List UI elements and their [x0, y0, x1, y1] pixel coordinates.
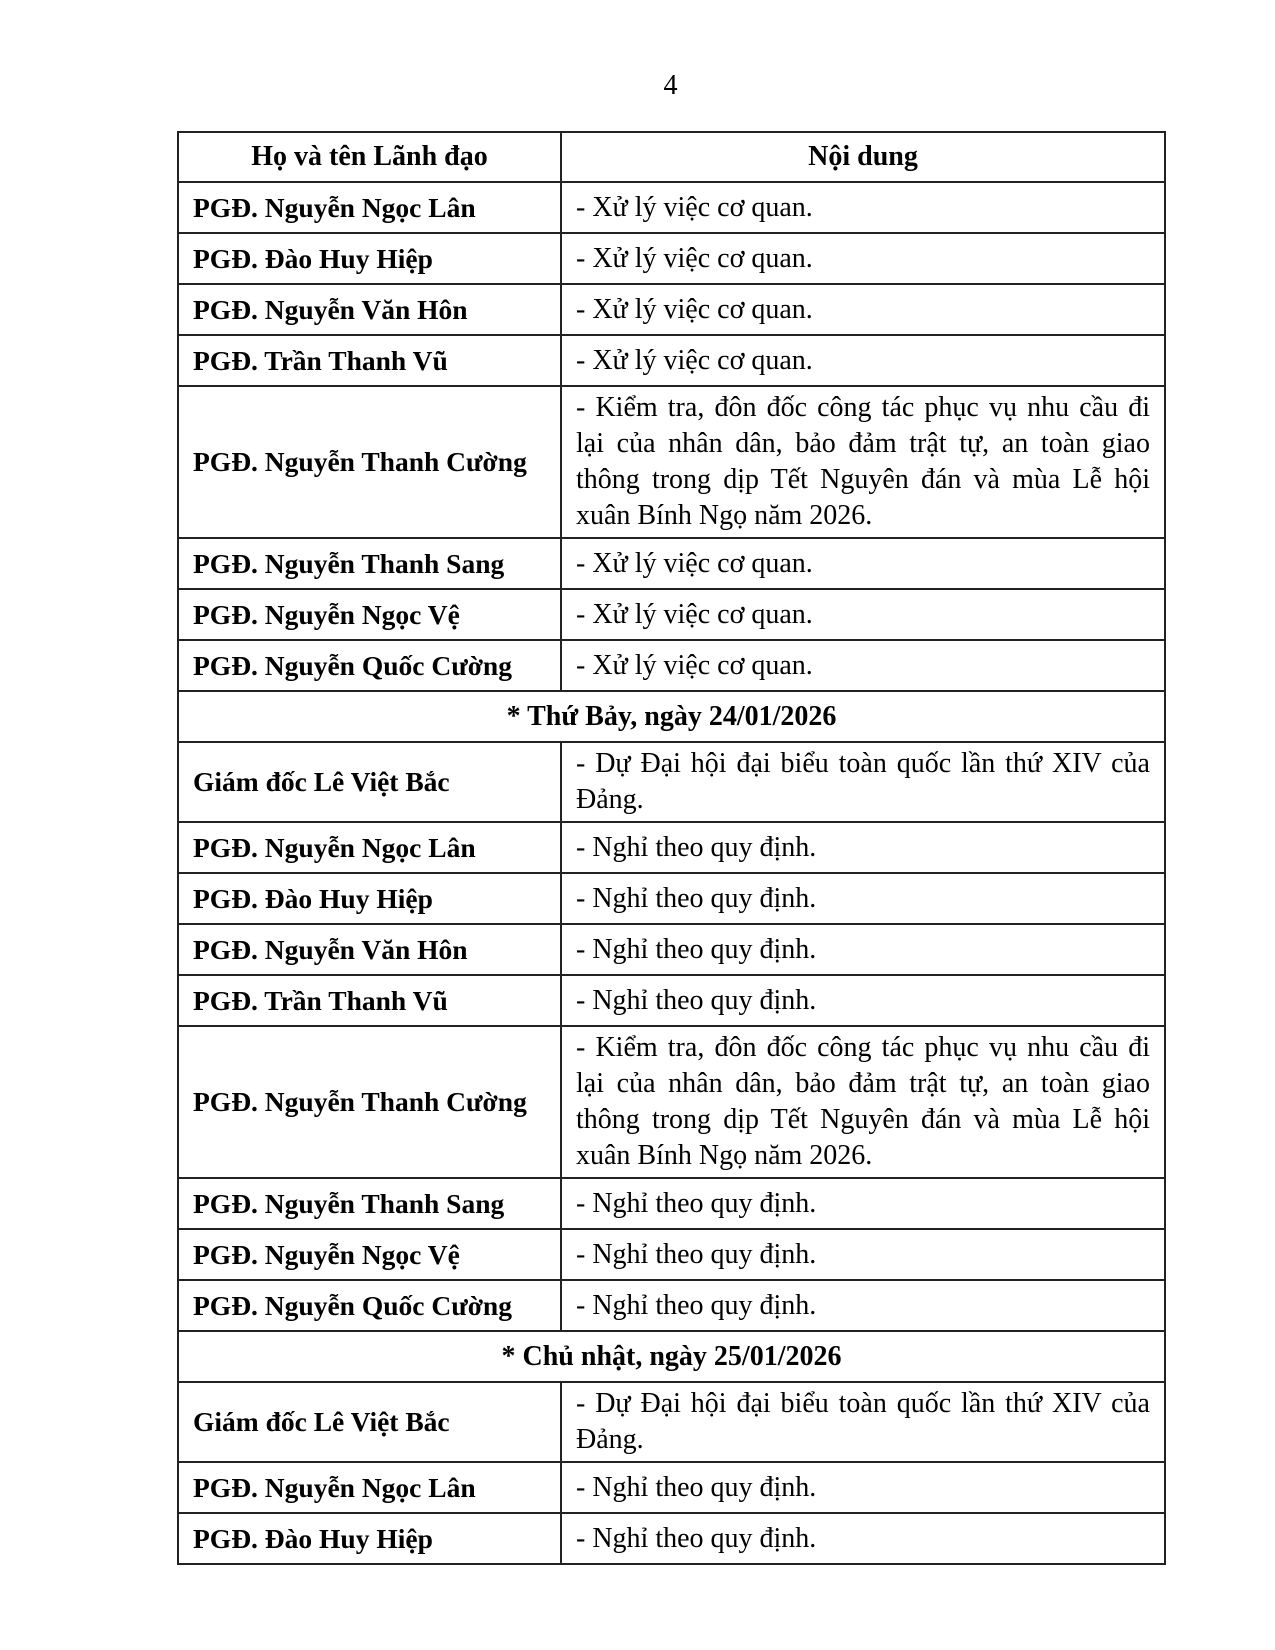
leader-name-cell: PGĐ. Nguyễn Thanh Cường: [178, 386, 561, 538]
schedule-row: [178, 640, 1165, 691]
leader-name-cell: PGĐ. Nguyễn Thanh Sang: [178, 1178, 561, 1229]
duty-content-cell: - Nghỉ theo quy định.: [561, 822, 1165, 873]
leader-name-cell: PGĐ. Nguyễn Thanh Cường: [178, 1026, 561, 1178]
duty-content-cell: - Nghỉ theo quy định.: [561, 873, 1165, 924]
duty-content-cell: - Nghỉ theo quy định.: [561, 1280, 1165, 1331]
section-date-row: [178, 1331, 1165, 1382]
duty-content-cell: - Kiểm tra, đôn đốc công tác phục vụ nhu cầu đi lại của nhân dân, bảo đảm trật tự, an toàn giao thông trong dịp Tết Nguyên đán và mùa Lễ hội xuân Bính Ngọ năm 2026.: [561, 386, 1165, 538]
leader-name-cell: PGĐ. Đào Huy Hiệp: [178, 873, 561, 924]
leader-name-cell: PGĐ. Nguyễn Quốc Cường: [178, 640, 561, 691]
schedule-row: [178, 742, 1165, 822]
section-date-row: [178, 691, 1165, 742]
page-number: 4: [663, 70, 678, 101]
schedule-row: [178, 386, 1165, 538]
duty-content-cell: - Dự Đại hội đại biểu toàn quốc lần thứ XIV của Đảng.: [561, 1382, 1165, 1462]
duty-content-cell: - Xử lý việc cơ quan.: [561, 335, 1165, 386]
leader-name-cell: PGĐ. Nguyễn Thanh Sang: [178, 538, 561, 589]
duty-content-cell: - Xử lý việc cơ quan.: [561, 538, 1165, 589]
schedule-row: [178, 1026, 1165, 1178]
leader-name-cell: PGĐ. Đào Huy Hiệp: [178, 233, 561, 284]
duty-content-cell: - Kiểm tra, đôn đốc công tác phục vụ nhu cầu đi lại của nhân dân, bảo đảm trật tự, an toàn giao thông trong dịp Tết Nguyên đán và mùa Lễ hội xuân Bính Ngọ năm 2026.: [561, 1026, 1165, 1178]
schedule-row: [178, 975, 1165, 1026]
leader-name-cell: PGĐ. Nguyễn Ngọc Vệ: [178, 589, 561, 640]
duty-content-cell: - Dự Đại hội đại biểu toàn quốc lần thứ XIV của Đảng.: [561, 742, 1165, 822]
schedule-row: [178, 1462, 1165, 1513]
leader-name-cell: Giám đốc Lê Việt Bắc: [178, 742, 561, 822]
table-header-row: [178, 132, 1165, 182]
schedule-row: [178, 233, 1165, 284]
schedule-table: [177, 131, 1166, 1565]
schedule-row: [178, 1382, 1165, 1462]
duty-content-cell: - Nghỉ theo quy định.: [561, 1462, 1165, 1513]
schedule-row: [178, 1178, 1165, 1229]
section-date-cell: * Thứ Bảy, ngày 24/01/2026: [178, 691, 1165, 742]
leader-name-cell: PGĐ. Nguyễn Văn Hôn: [178, 924, 561, 975]
schedule-row: [178, 182, 1165, 233]
duty-content-cell: - Xử lý việc cơ quan.: [561, 640, 1165, 691]
duty-content-cell: - Xử lý việc cơ quan.: [561, 233, 1165, 284]
leader-name-cell: PGĐ. Nguyễn Ngọc Lân: [178, 822, 561, 873]
duty-content-cell: - Xử lý việc cơ quan.: [561, 284, 1165, 335]
leader-name-cell: PGĐ. Nguyễn Ngọc Vệ: [178, 1229, 561, 1280]
leader-name-cell: Giám đốc Lê Việt Bắc: [178, 1382, 561, 1462]
leader-name-cell: PGĐ. Nguyễn Quốc Cường: [178, 1280, 561, 1331]
leader-name-cell: PGĐ. Nguyễn Ngọc Lân: [178, 182, 561, 233]
schedule-row: [178, 1280, 1165, 1331]
content-column-header: Nội dung: [561, 132, 1165, 182]
section-date-cell: * Chủ nhật, ngày 25/01/2026: [178, 1331, 1165, 1382]
schedule-row: [178, 335, 1165, 386]
leader-name-cell: PGĐ. Trần Thanh Vũ: [178, 975, 561, 1026]
schedule-row: [178, 1513, 1165, 1564]
schedule-row: [178, 1229, 1165, 1280]
duty-content-cell: - Nghỉ theo quy định.: [561, 1513, 1165, 1564]
schedule-row: [178, 538, 1165, 589]
leader-column-header: Họ và tên Lãnh đạo: [178, 132, 561, 182]
duty-content-cell: - Xử lý việc cơ quan.: [561, 589, 1165, 640]
leader-name-cell: PGĐ. Nguyễn Ngọc Lân: [178, 1462, 561, 1513]
leader-name-cell: PGĐ. Trần Thanh Vũ: [178, 335, 561, 386]
schedule-row: [178, 589, 1165, 640]
schedule-row: [178, 822, 1165, 873]
duty-content-cell: - Nghỉ theo quy định.: [561, 1178, 1165, 1229]
leader-name-cell: PGĐ. Nguyễn Văn Hôn: [178, 284, 561, 335]
schedule-row: [178, 873, 1165, 924]
schedule-row: [178, 924, 1165, 975]
duty-content-cell: - Xử lý việc cơ quan.: [561, 182, 1165, 233]
leader-name-cell: PGĐ. Đào Huy Hiệp: [178, 1513, 561, 1564]
duty-content-cell: - Nghỉ theo quy định.: [561, 1229, 1165, 1280]
duty-content-cell: - Nghỉ theo quy định.: [561, 924, 1165, 975]
duty-content-cell: - Nghỉ theo quy định.: [561, 975, 1165, 1026]
schedule-row: [178, 284, 1165, 335]
